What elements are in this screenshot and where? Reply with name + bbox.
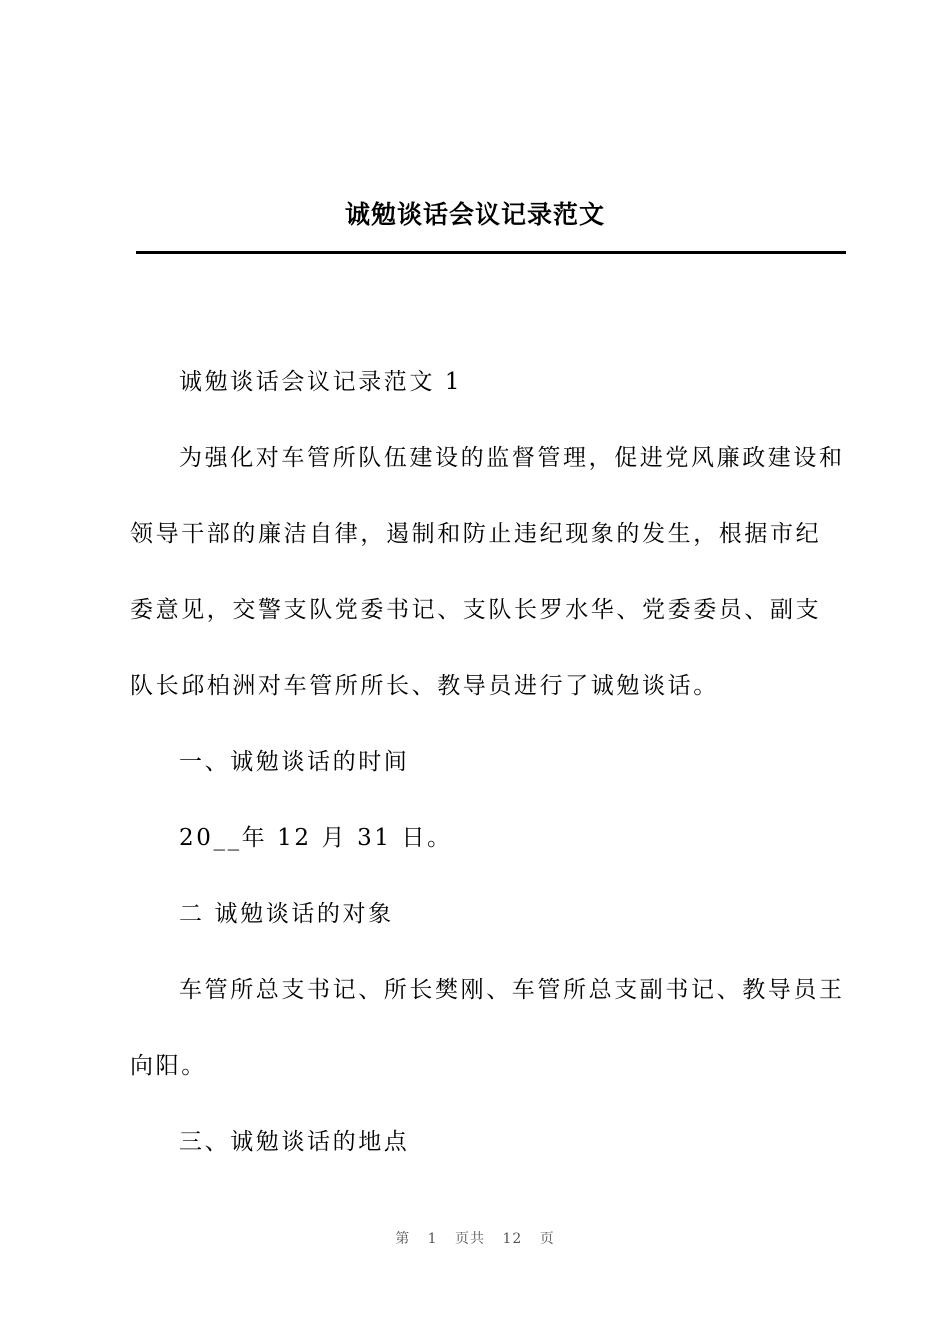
section-heading: 二 诚勉谈话的对象 xyxy=(179,901,394,927)
page-footer xyxy=(0,1228,950,1248)
section-heading: 三、诚勉谈话的地点 xyxy=(179,1129,410,1155)
paragraph: 为强化对车管所队伍建设的监督管理，促进党风廉政建设和领导干部的廉洁自律，遏制和防止违纪现象的发生，根据市纪委意见，交警支队党委书记、支队长罗水华、党委委员、副支队长邱柏洲对车管所所长、教导员进行了诚勉谈话。 xyxy=(130,445,845,699)
page-total: 12 xyxy=(502,1231,523,1247)
paragraph: 20__年 12 月 31 日。 xyxy=(179,825,453,851)
document-title: 诚勉谈话会议记录范文 xyxy=(344,200,605,229)
footer-suffix: 页 xyxy=(539,1231,555,1247)
title-divider xyxy=(136,251,846,254)
footer-prefix: 第 xyxy=(395,1231,411,1247)
footer-middle: 页共 xyxy=(455,1231,486,1247)
section-heading: 一、诚勉谈话的时间 xyxy=(179,749,410,775)
section-heading: 诚勉谈话会议记录范文 1 xyxy=(179,369,463,395)
page-number: 1 xyxy=(427,1231,438,1247)
document-body xyxy=(130,344,845,1180)
paragraph: 车管所总支书记、所长樊刚、车管所总支副书记、教导员王向阳。 xyxy=(130,977,845,1079)
